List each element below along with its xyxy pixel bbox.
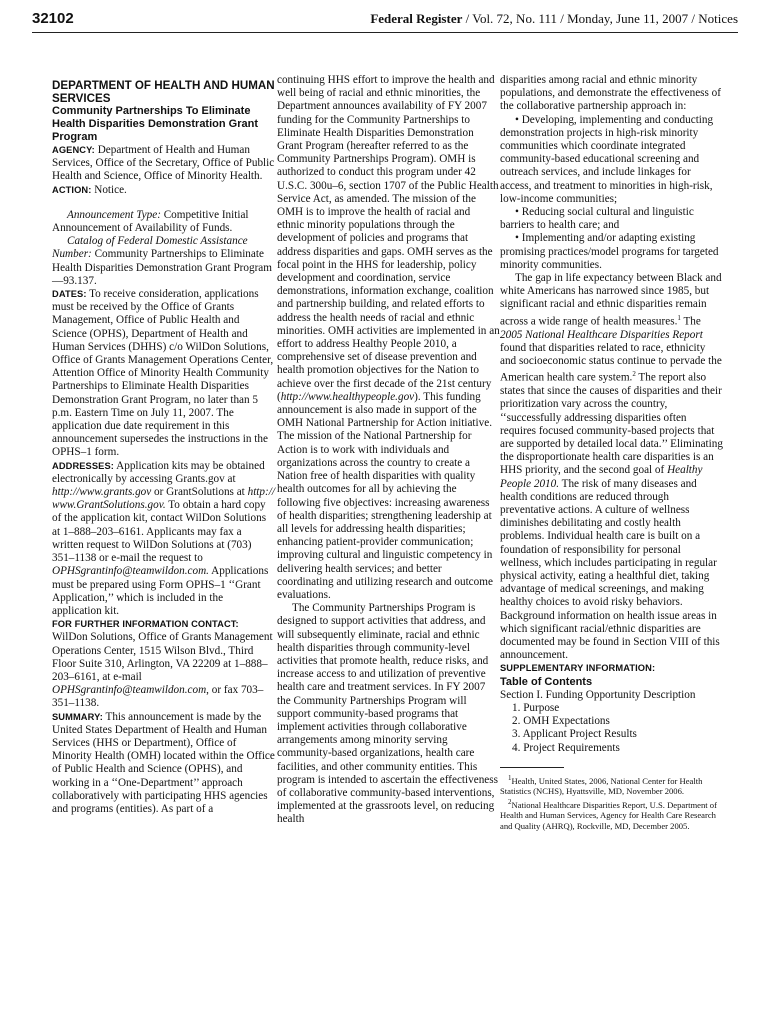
department-heading: DEPARTMENT OF HEALTH AND HUMAN SERVICES [52,79,275,105]
journal-issue-line [370,11,738,27]
dates-label: DATES: [52,289,87,300]
supplementary-info [500,662,723,675]
spacer [52,197,275,209]
healthypeople-link[interactable]: http://www.healthypeople.gov [280,390,415,403]
program-paragraph: The Community Partnerships Program is designed to support activities that address, and will subsequently eliminate, racial and ethnic health disparities through community-level activities that promote health, reduce risks, and increase access to and utilization of preventive health care and treatment services. In FY 2007 the Community Partnerships Program will support community-based programs that implement activities through collaborative arrangements among minority serving community-based organizations, health care facilities, and other community entities. This program is intended to ascertain the effectiveness of collaborative community-based interventions, implemented at the grassroots level, on reducing health [277,602,498,826]
toc-item: 3. Applicant Project Results [512,728,637,741]
addresses-paragraph: ADDRESSES: Application kits may be obtained electronically by accessing Grants.gov at http://www.grants.gov or GrantSolutions at http:// www.GrantSolutions.gov. To obtain a hard copy of the application kit, contact WilDon Solutions at 1–888–203–6161. Applicants may fax a written request to WilDon Solutions at (703) 351–1138 or e-mail the request to OPHSgrantinfo@teamwildon.com. Applications must be prepared using Form OPHS–1 ‘‘Grant Application,’’ which is included in the application kit. [52,459,275,617]
announcement-type-paragraph: Announcement Type: Competitive Initial Announcement of Availability of Funds. [52,208,249,235]
notice-title: Community Partnerships To Eliminate Health Disparities Demonstration Grant Program [52,105,258,143]
issue-info: / Vol. 72, No. 111 / Monday, June 11, 2007 / Notices [462,11,738,26]
toc-item: 2. OMH Expectations [512,715,610,728]
action-label: ACTION: [52,184,92,195]
bullet-item: • Developing, implementing and conducting demonstration projects in high-risk minority communities which coordinate integrated community-based educational screening and outreach services, and include linkages for access, and treatment to minorities in high-risk, low-income communities; [500,113,714,205]
running-header [32,8,738,33]
agency-paragraph: AGENCY: Department of Health and Human Services, Office of the Secretary, Office of Public Health and Science, Office of Minority Health. [52,144,275,183]
bullet-item: • Reducing social cultural and linguistic barriers to health care; and [500,206,694,232]
footnote-divider [500,767,564,768]
toc-section: Section I. Funding Opportunity Description [500,688,696,701]
summary-label: SUMMARY: [52,711,103,722]
catalog-paragraph: Catalog of Federal Domestic Assistance Number: Community Partnerships to Eliminate Health Disparities Demonstration Grant Program—93.137. [52,235,272,287]
toc-item: 1. Purpose [512,702,560,715]
agency-label: AGENCY: [52,145,95,155]
continuation-paragraph: disparities among racial and ethnic minority populations, and demonstrate the effectiveness of the collaborative partnership approach in: [500,74,721,113]
footnote-ref-1: 1 [677,313,681,322]
email-link[interactable]: OPHSgrantinfo@teamwildon.com. [52,565,209,578]
column-3 [500,74,723,832]
summary-paragraph: SUMMARY: This announcement is made by the United States Department of Health and Human Services (HHS or Department), Office of Minority Health (OMH) located within the Office of Public Health and Science (OPHS), and working in a ‘‘One-Department’’ approach collaboratively with participating HHS agencies and programs (entities). As part of a [52,710,275,815]
dates-paragraph: DATES: To receive consideration, applications must be received by the Office of Grants Management, Office of Public Health and Science (OPHS), Department of Health and Human Services (DHHS) c/o WilDon Solutions, Office of Grants Management Operations Center, Attention Office of Minority Health Community Partnerships to Eliminate Health Disparities Demonstration Grant Program, no later than 5 p.m. Eastern Time on July 11, 2007. The application due date requirement in this announcement supersedes the instructions in the OPHS–1 form. [52,288,274,459]
page-number: 32102 [32,10,74,27]
addresses-label: ADDRESSES: [52,460,114,471]
footnote-1: $^1$Health, United States, 2006, National Center for Health Statistics (NCHS), Hyattsville, MD, November 2006. [500,773,703,797]
grants-gov-link[interactable]: http://www.grants.gov [52,486,152,499]
bullet-item: • Implementing and/or adapting existing promising practices/model programs for targeted minority communities. [500,232,719,271]
journal-name: Federal Register [370,11,463,26]
contact-paragraph: FOR FURTHER INFORMATION CONTACT: WilDon Solutions, Office of Grants Management Operations Center, 1515 Wilson Blvd., Third Floor Suite 310, Arlington, VA 22209 at 1–888–203–6161, at e-mail OPHSgrantinfo@teamwildon.com, or fax 703–351–1138. [52,619,273,710]
column-2 [277,74,500,827]
column-1 [52,79,275,816]
mission-paragraph: continuing HHS effort to improve the health and well being of racial and ethnic minorities, the Department announces availability of FY 2007 funding for the Community Partnerships to Eliminate Health Disparities Demonstration Grant Program (hereafter referred to as the Community Partnerships Program). OMH is authorized to conduct this program under 42 U.S.C. 300u–6, section 1707 of the Public Health Service Act, as amended. The mission of the OMH is to improve the health of racial and ethnic minority populations through the development of policies and programs that address disparities and gaps. OMH serves as the focal point in the HHS for leadership, policy development and coordination, service demonstrations, information exchange, coalition and partnership building, and related efforts to address the health needs of racial and ethnic minorities. OMH activities are implemented in an effort to address Healthy People 2010, a comprehensive set of disease prevention and health promotion objectives for the Nation to achieve over the first decade of the 21st century (http://www.healthypeople.gov). This funding announcement is also made in support of the OMH National Partnership for Action initiative. The mission of the National Partnership for Action is to work with individuals and organizations across the country to create a Nation free of health disparities with quality health outcomes for all by achieving the following five objectives: increasing awareness of health disparities; strengthening leadership at all levels for addressing health disparities; enhancing patient-provider communication; improving cultural and linguistic competency in delivering health services; and better coordinating and utilizing research and outcome evaluations. [277,74,500,601]
action-paragraph: ACTION: Notice. [52,183,127,196]
grantsolutions-link[interactable]: http:// www.GrantSolutions.gov. [52,486,275,512]
footnote-2: $^2$National Healthcare Disparities Report, U.S. Department of Health and Human Services, Agency for Health Care Research and Quality (AHRQ), Rockville, MD, December 2005. [500,797,717,831]
supplementary-label: SUPPLEMENTARY INFORMATION: [500,663,656,674]
contact-email-link[interactable]: OPHSgrantinfo@teamwildon.com [52,684,207,697]
toc-heading: Table of Contents [500,675,593,688]
contact-label: FOR FURTHER INFORMATION CONTACT: [52,619,239,630]
life-expectancy-paragraph: The gap in life expectancy between Black and white Americans has narrowed since 1985, but significant racial and ethnic disparities remain across a wide range of health measures.$^1$ The 2005 National Healthcare Disparities Report found that disparities related to race, ethnicity and socioeconomic status continue to pervade the American health care system.$^2$ The report also states that since the causes of disparities and their prioritization vary across the country, ‘‘successfully addressing disparities often requires focused community-based projects that are supported by detailed local data.’’ Eliminating the disproportionate health care disparities is an HHS priority, and the second goal of Healthy People 2010. The risk of many diseases and health conditions are reduced through preventative actions. A culture of wellness diminishes debilitating and costly health problems. Individual health care is built on a foundation of responsibility for personal wellness, which includes participating in regular physical activity, eating a healthful diet, taking advantage of medical screenings, and making healthy choices to avoid risky behaviors. Background information on health issue areas in which significant racial/ethnic disparities are documented may be found in Section VIII of this announcement. [500,272,723,662]
footnote-ref-2: 2 [632,370,636,379]
toc-item: 4. Project Requirements [512,741,620,754]
